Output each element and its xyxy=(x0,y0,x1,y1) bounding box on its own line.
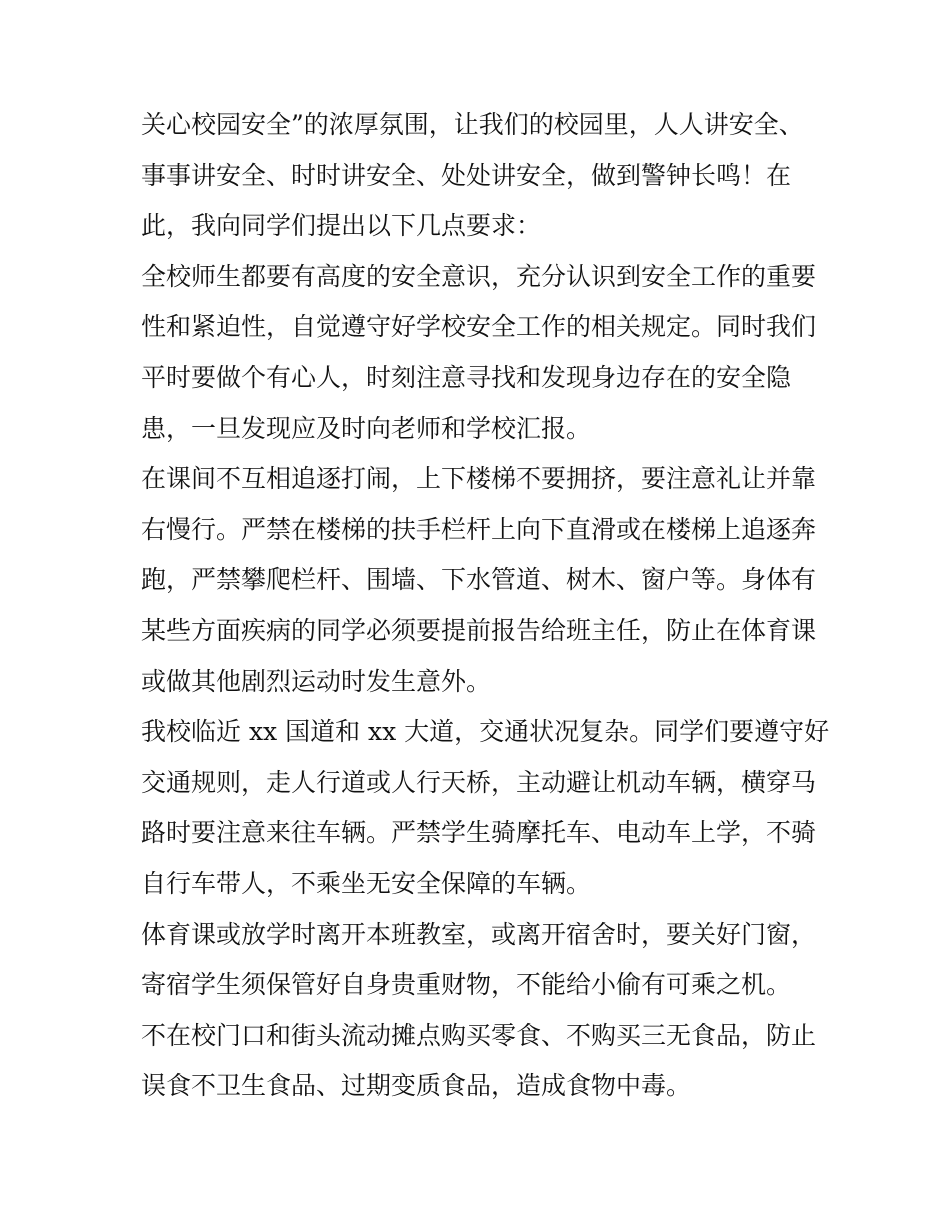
text-line: 某些方面疾病的同学必须要提前报告给班主任，防止在体育课 xyxy=(141,615,817,645)
text-line: 自行车带人，不乘坐无安全保障的车辆。 xyxy=(141,868,592,898)
document-body xyxy=(141,100,831,1112)
text-line: 在课间不互相追逐打闹，上下楼梯不要拥挤，要注意礼让并靠 xyxy=(141,464,817,494)
text-line: 关心校园安全”的浓厚氛围，让我们的校园里，人人讲安全、 xyxy=(141,110,804,139)
text-line: 误食不卫生食品、过期变质食品，造成食物中毒。 xyxy=(141,1071,692,1101)
text-line: 性和紧迫性，自觉遵守好学校安全工作的相关规定。同时我们 xyxy=(141,312,817,342)
text-line: 跑，严禁攀爬栏杆、围墙、下水管道、树木、窗户等。身体有 xyxy=(141,565,817,595)
text-line: 寄宿学生须保管好自身贵重财物，不能给小偷有可乘之机。 xyxy=(141,970,792,1000)
text-line: 体育课或放学时离开本班教室，或离开宿舍时，要关好门窗， xyxy=(141,919,817,949)
text-line: 我校临近 xx 国道和 xx 大道，交通状况复杂。同学们要遵守好 xyxy=(141,717,830,747)
text-line: 或做其他剧烈运动时发生意外。 xyxy=(141,666,492,696)
text-line: 右慢行。严禁在楼梯的扶手栏杆上向下直滑或在楼梯上追逐奔 xyxy=(141,514,817,544)
text-line: 患，一旦发现应及时向老师和学校汇报。 xyxy=(141,413,592,443)
text-line: 全校师生都要有高度的安全意识，充分认识到安全工作的重要 xyxy=(141,261,817,291)
text-line: 不在校门口和街头流动摊点购买零食、不购买三无食品，防止 xyxy=(141,1020,817,1050)
text-line: 事事讲安全、时时讲安全、处处讲安全，做到警钟长鸣！在 xyxy=(141,160,792,190)
text-line: 交通规则，走人行道或人行天桥，主动避让机动车辆，横穿马 xyxy=(141,767,817,797)
text-line: 平时要做个有心人，时刻注意寻找和发现身边存在的安全隐 xyxy=(141,362,792,392)
text-line: 路时要注意来往车辆。严禁学生骑摩托车、电动车上学，不骑 xyxy=(141,818,817,848)
text-line: 此，我向同学们提出以下几点要求： xyxy=(141,211,542,241)
